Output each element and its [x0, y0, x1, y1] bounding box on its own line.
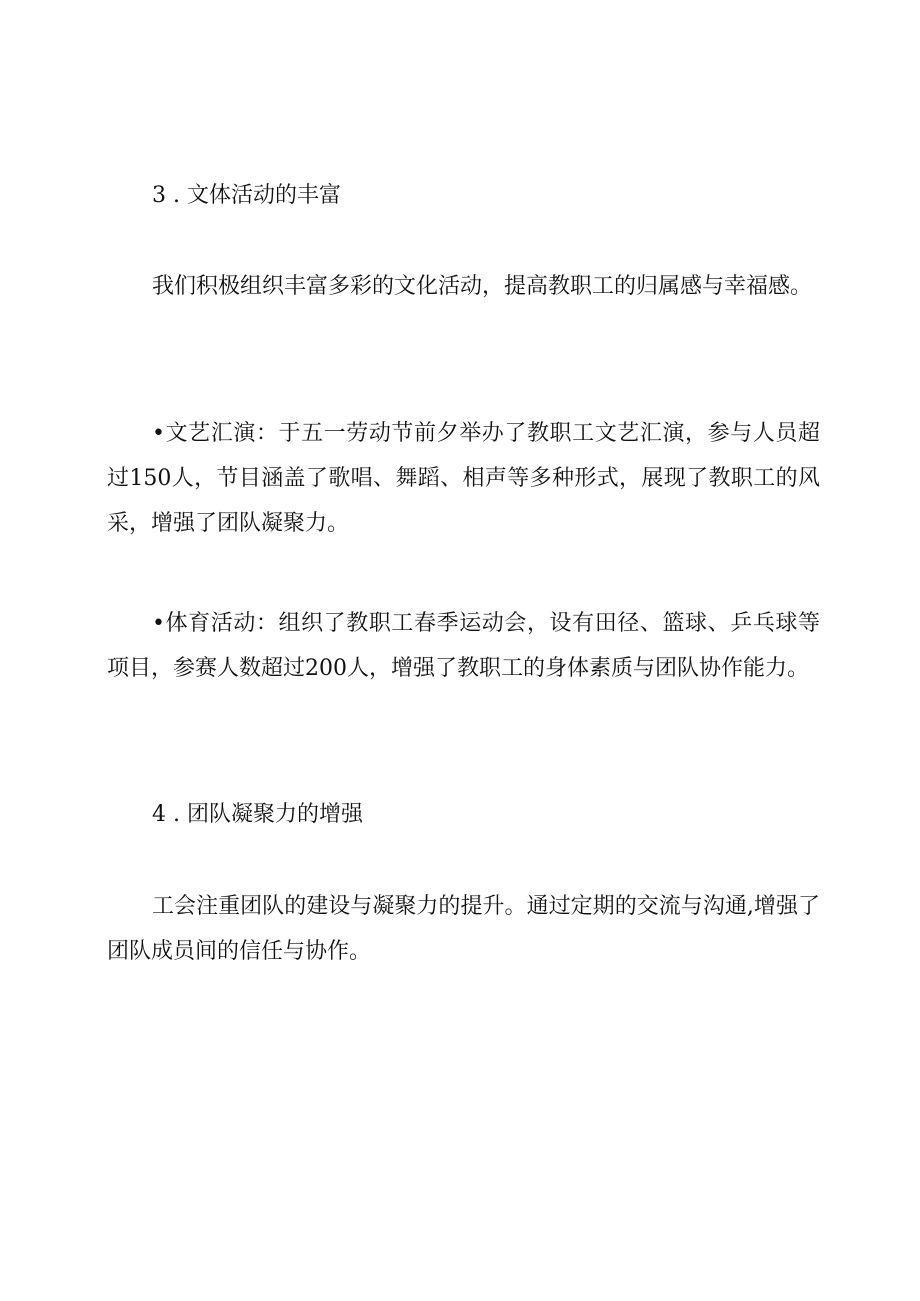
item-text-performance: 文艺汇演：于五一劳动节前夕举办了教职工文艺汇演，参与人员超过150人，节目涵盖了歌唱、舞蹈、相声等多种形式，展现了教职工的风采，增强了团队凝聚力。: [107, 421, 820, 536]
section-3-item-sports: [107, 601, 820, 691]
section-4-intro-paragraph: 工会注重团队的建设与凝聚力的提升。通过定期的交流与沟通,增强了团队成员间的信任与协作。: [107, 894, 820, 964]
section-3-item-performance: [107, 411, 820, 546]
section-4-heading: 4 . 团队凝聚力的增强: [152, 802, 363, 827]
item-text-sports: 体育活动：组织了教职工春季运动会，设有田径、篮球、乒乓球等项目，参赛人数超过200人，增强了教职工的身体素质与团队协作能力。: [107, 611, 820, 681]
section-3-intro-paragraph: 我们积极组织丰富多彩的文化活动，提高教职工的归属感与幸福感。: [152, 274, 813, 299]
bullet-marker: •: [152, 421, 165, 446]
section-3-heading: 3 . 文体活动的丰富: [152, 183, 341, 208]
bullet-marker: •: [152, 611, 165, 636]
